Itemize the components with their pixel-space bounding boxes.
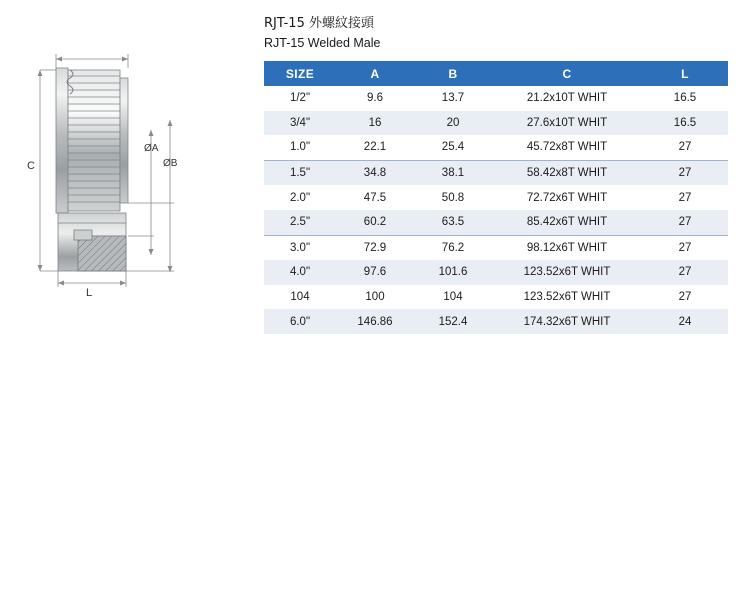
cell-b: 76.2 — [414, 235, 492, 260]
cell-b: 20 — [414, 111, 492, 136]
cell-c: 27.6x10T WHIT — [492, 111, 642, 136]
cell-c: 58.42x8T WHIT — [492, 160, 642, 185]
cell-a: 60.2 — [336, 210, 414, 235]
cell-size: 2.5" — [264, 210, 336, 235]
fitting-body — [56, 68, 128, 271]
cell-l: 27 — [642, 235, 728, 260]
table-row — [264, 285, 728, 310]
cell-b: 13.7 — [414, 86, 492, 111]
cell-c: 98.12x6T WHIT — [492, 235, 642, 260]
dimension-label-diameter-b: ØB — [163, 158, 178, 169]
cell-b: 152.4 — [414, 309, 492, 334]
product-titles — [264, 14, 684, 52]
specification-table-container — [264, 61, 728, 334]
column-header-b: B — [414, 61, 492, 86]
cell-c: 21.2x10T WHIT — [492, 86, 642, 111]
cell-size: 1/2" — [264, 86, 336, 111]
table-row — [264, 86, 728, 111]
cell-b: 104 — [414, 285, 492, 310]
table-row — [264, 135, 728, 160]
cell-b: 101.6 — [414, 260, 492, 285]
specification-table — [264, 61, 728, 334]
cell-size: 3/4" — [264, 111, 336, 136]
cell-b: 63.5 — [414, 210, 492, 235]
dimension-label-c: C — [27, 160, 35, 172]
title-chinese: RJT-15 外螺紋接頭 — [264, 16, 374, 31]
cell-b: 38.1 — [414, 160, 492, 185]
cell-size: 1.0" — [264, 135, 336, 160]
cell-l: 27 — [642, 210, 728, 235]
table-row — [264, 111, 728, 136]
cell-size: 3.0" — [264, 235, 336, 260]
cell-a: 146.86 — [336, 309, 414, 334]
cell-c: 85.42x6T WHIT — [492, 210, 642, 235]
cell-a: 72.9 — [336, 235, 414, 260]
dimension-label-diameter-a: ØA — [144, 143, 159, 154]
fitting-drawing-svg — [18, 40, 238, 290]
cell-a: 9.6 — [336, 86, 414, 111]
cell-size: 2.0" — [264, 185, 336, 210]
cell-a: 100 — [336, 285, 414, 310]
cell-a: 97.6 — [336, 260, 414, 285]
cell-l: 27 — [642, 260, 728, 285]
cell-b: 25.4 — [414, 135, 492, 160]
cell-size: 104 — [264, 285, 336, 310]
cell-a: 47.5 — [336, 185, 414, 210]
column-header-l: L — [642, 61, 728, 86]
column-header-size: SIZE — [264, 61, 336, 86]
cell-a: 16 — [336, 111, 414, 136]
dimension-label-l: L — [86, 287, 93, 299]
cell-c: 123.52x6T WHIT — [492, 260, 642, 285]
cell-l: 16.5 — [642, 111, 728, 136]
cell-c: 123.52x6T WHIT — [492, 285, 642, 310]
cell-c: 174.32x6T WHIT — [492, 309, 642, 334]
cell-l: 27 — [642, 135, 728, 160]
table-row — [264, 309, 728, 334]
technical-drawing — [18, 40, 238, 299]
cell-c: 72.72x6T WHIT — [492, 185, 642, 210]
table-row — [264, 210, 728, 235]
cell-b: 50.8 — [414, 185, 492, 210]
cell-l: 16.5 — [642, 86, 728, 111]
column-header-c: C — [492, 61, 642, 86]
cell-l: 24 — [642, 309, 728, 334]
cell-l: 27 — [642, 285, 728, 310]
table-row — [264, 160, 728, 185]
table-row — [264, 185, 728, 210]
table-row — [264, 260, 728, 285]
cell-a: 34.8 — [336, 160, 414, 185]
column-header-a: A — [336, 61, 414, 86]
cell-size: 6.0" — [264, 309, 336, 334]
cell-l: 27 — [642, 185, 728, 210]
cell-size: 1.5" — [264, 160, 336, 185]
cell-c: 45.72x8T WHIT — [492, 135, 642, 160]
title-english: RJT-15 Welded Male — [264, 36, 381, 50]
table-row — [264, 235, 728, 260]
cell-a: 22.1 — [336, 135, 414, 160]
cell-l: 27 — [642, 160, 728, 185]
cell-size: 4.0" — [264, 260, 336, 285]
table-header-row — [264, 61, 728, 86]
